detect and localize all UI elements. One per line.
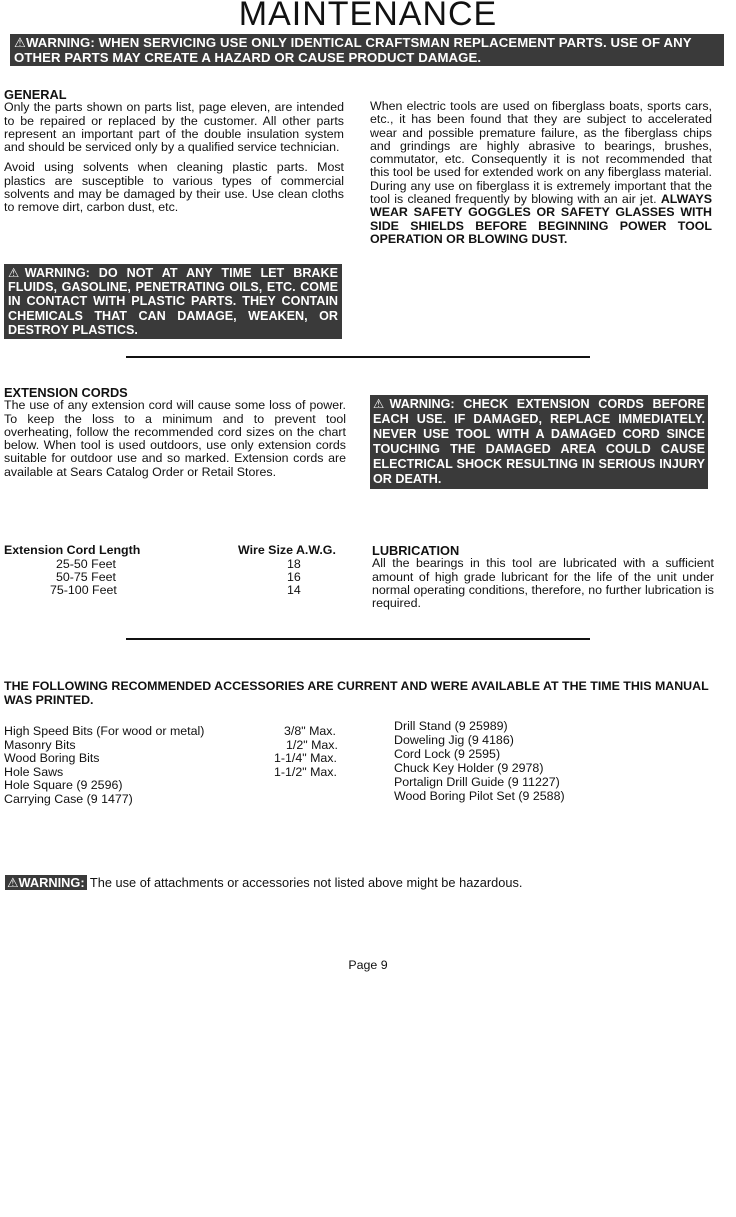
section-divider: [126, 356, 590, 358]
cord-table-header: [4, 544, 349, 558]
accessories-heading: THE FOLLOWING RECOMMENDED ACCESSORIES ARE CURRENT AND WERE AVAILABLE AT THE TIME THIS MANUAL WAS PRINTED.: [4, 679, 709, 707]
general-paragraph-1: Only the parts shown on parts list, page eleven, are intended to be repaired or replaced by the customer. All other parts represent an important part of the double insulation system and should be serviced only by a qualified service technician.: [4, 100, 344, 155]
accessory-size: 1-1/2" Max.: [274, 764, 337, 779]
top-warning-text: WARNING: WHEN SERVICING USE ONLY IDENTICAL CRAFTSMAN REPLACEMENT PARTS. USE OF ANY OTHER PARTS MAY CREATE A HAZARD OR CAUSE PRODUCT DAMAGE.: [14, 35, 692, 65]
accessory-name: Wood Boring Bits: [4, 751, 100, 765]
accessory-name: Hole Saws: [4, 764, 64, 779]
top-warning-banner: [10, 34, 724, 66]
list-item: [4, 793, 354, 807]
cord-length-cell: 50-75 Feet: [56, 570, 116, 584]
cord-size-table: [4, 544, 349, 597]
brake-fluid-warning-text: WARNING: DO NOT AT ANY TIME LET BRAKE FLUIDS, GASOLINE, PENETRATING OILS, ETC. COME IN CONTACT WITH PLASTIC PARTS. THEY CONTAIN CHEMICALS THAT CAN DAMAGE, WEAKEN, OR DESTROY PLASTICS.: [8, 266, 338, 337]
list-item: [4, 725, 354, 739]
accessories-warning-text: The use of attachments or accessories not listed above might be hazardous.: [89, 875, 523, 890]
brake-fluid-warning: [4, 264, 342, 339]
lubrication-heading: LUBRICATION: [372, 543, 460, 558]
list-item: [4, 739, 354, 753]
lubrication-text: All the bearings in this tool are lubricated with a sufficient amount of high grade lubricant for the life of the unit under normal operating conditions, therefore, no further lubrication is required.: [372, 556, 714, 611]
warning-badge: [5, 875, 87, 890]
list-item: Cord Lock (9 2595): [394, 747, 501, 761]
warning-badge-label: WARNING:: [18, 875, 85, 890]
extension-cord-warning-text: WARNING: CHECK EXTENSION CORDS BEFORE EACH USE. IF DAMAGED, REPLACE IMMEDIATELY. NEVER USE TOOL WITH A DAMAGED CORD SINCE TOUCHING THE DAMAGED AREA COULD CAUSE ELECTRICAL SHOCK RESULTING IN SERIOUS INJURY OR DEATH.: [373, 397, 705, 486]
cord-length-cell: 75-100 Feet: [50, 583, 117, 597]
accessory-size: 1/2" Max.: [286, 737, 338, 752]
list-item: [4, 752, 354, 766]
general-section: [4, 88, 344, 222]
list-item: Drill Stand (9 25989): [394, 719, 508, 733]
list-item: Wood Boring Pilot Set (9 2588): [394, 789, 565, 803]
fiberglass-text: When electric tools are used on fiberglass boats, sports cars, etc., it has been found that they are subject to accelerated wear and possible premature failure, as the fiberglass chips and grindings are highly abrasive to bearings, brushes, commutator, etc. Consequently it is not recommended that this tool be used for extended work on any fiberglass material. During any use on fiberglass it is extremely important that the tool is cleaned frequently by blowing with an air jet.: [370, 99, 712, 207]
extension-cord-warning: [370, 395, 708, 489]
accessories-warning: [5, 875, 522, 890]
warning-triangle-icon: ⚠: [7, 875, 19, 890]
column-header-length: Extension Cord Length: [4, 543, 141, 557]
accessory-size: 3/8" Max.: [284, 724, 336, 738]
accessory-name: Carrying Case (9 1477): [4, 791, 133, 806]
column-header-awg: Wire Size A.W.G.: [238, 543, 336, 557]
general-paragraph-2: Avoid using solvents when cleaning plastic parts. Most plastics are susceptible to various types of commercial solvents and may be damaged by their use. Use clean cloths to remove dirt, carbon dust, etc.: [4, 160, 344, 215]
warning-triangle-icon: ⚠: [8, 266, 25, 280]
accessory-name: Masonry Bits: [4, 737, 76, 752]
section-divider: [126, 638, 590, 640]
wire-size-cell: 14: [287, 583, 301, 597]
wire-size-cell: 16: [287, 570, 301, 584]
general-heading: GENERAL: [4, 87, 67, 102]
accessory-name: Hole Square (9 2596): [4, 778, 123, 792]
warning-triangle-icon: ⚠: [373, 397, 390, 411]
list-item: Portalign Drill Guide (9 11227): [394, 775, 560, 789]
wire-size-cell: 18: [287, 557, 301, 571]
table-row: [4, 584, 349, 597]
fiberglass-section: [370, 100, 712, 246]
list-item: Chuck Key Holder (9 2978): [394, 761, 544, 775]
accessories-list-left: [4, 725, 354, 806]
warning-triangle-icon: ⚠: [14, 35, 26, 50]
extension-cords-section: [4, 386, 346, 479]
lubrication-section: [372, 544, 714, 610]
page-number: Page 9: [348, 958, 388, 972]
accessories-list-right: [394, 719, 724, 803]
cord-length-cell: 25-50 Feet: [56, 557, 116, 571]
page-title: MAINTENANCE: [238, 0, 498, 33]
accessory-name: High Speed Bits (For wood or metal): [4, 724, 205, 738]
fiberglass-safety-text: ALWAYS WEAR SAFETY GOGGLES OR SAFETY GLASSES WITH SIDE SHIELDS BEFORE BEGINNING POWER TOOL OPERATION OR BLOWING DUST.: [370, 192, 712, 246]
accessory-size: 1-1/4" Max.: [274, 751, 337, 765]
list-item: [4, 779, 354, 793]
extension-cords-text: The use of any extension cord will cause some loss of power. To keep the loss to a minimum and to prevent tool overheating, follow the recommended cord sizes on the chart below. When tool is used outdoors, use only extension cords suitable for outdoor use and so marked. Extension cords are available at Sears Catalog Order or Retail Stores.: [4, 398, 346, 479]
extension-cords-heading: EXTENSION CORDS: [4, 385, 128, 400]
list-item: [4, 766, 354, 780]
list-item: Doweling Jig (9 4186): [394, 733, 514, 747]
